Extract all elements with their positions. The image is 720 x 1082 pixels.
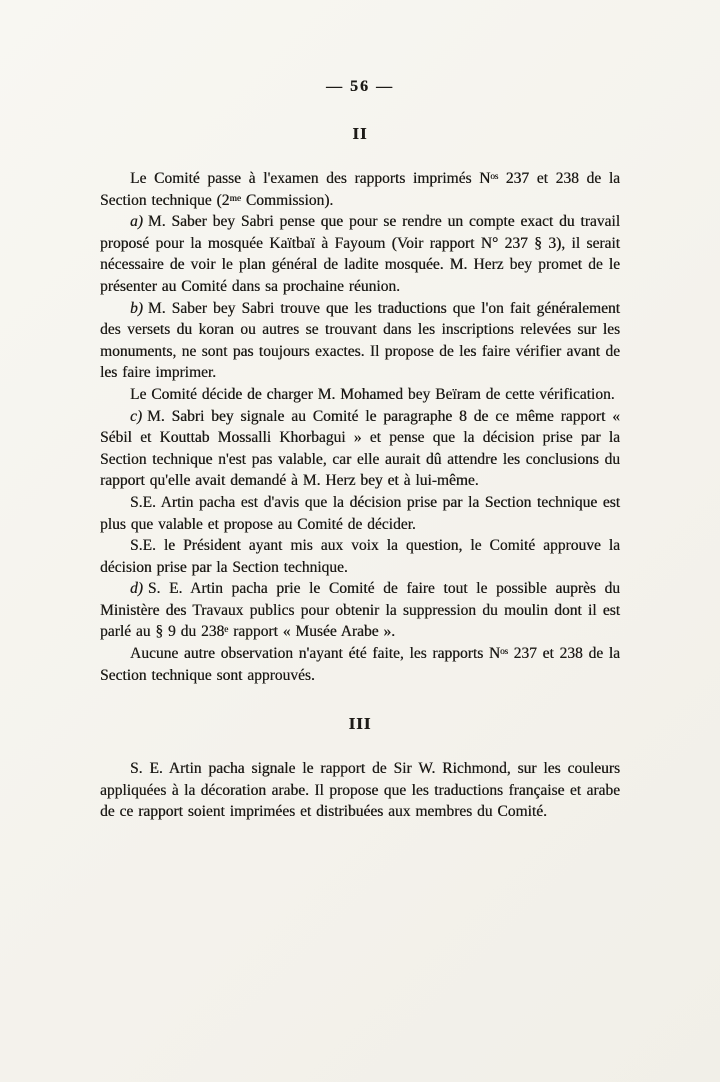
paragraph xyxy=(100,168,620,211)
paragraph xyxy=(100,578,620,643)
paragraph-text: M. Saber bey Sabri pense que pour se rendre un compte exact du travail proposé pour la mosquée Kaïtbaï à Fayoum (Voir rapport N° 237 § 3), il serait nécessaire de voir le plan général de ladite mosquée. M. Herz bey promet de le présenter au Comité dans sa prochaine réunion. xyxy=(100,213,620,295)
paragraph-text: Le Comité passe à l'examen des rapports imprimés Nᵒˢ 237 et 238 de la Section technique (2ᵐᵉ Commission). xyxy=(100,170,620,209)
paragraph-text: Aucune autre observation n'ayant été faite, les rapports Nᵒˢ 237 et 238 de la Section technique sont approuvés. xyxy=(100,645,620,684)
paragraph xyxy=(100,384,620,406)
paragraph-text: S. E. Artin pacha prie le Comité de faire tout le possible auprès du Ministère des Travaux publics pour obtenir la suppression du moulin dont il est parlé au § 9 du 238ᵉ rapport « Musée Arabe ». xyxy=(100,580,620,641)
paragraph xyxy=(100,211,620,297)
paragraph xyxy=(100,643,620,686)
paragraph-text: Le Comité décide de charger M. Mohamed bey Beïram de cette vérification. xyxy=(130,385,615,403)
paragraph-lead: a) xyxy=(130,213,143,231)
paragraph-text: S. E. Artin pacha signale le rapport de Sir W. Richmond, sur les couleurs appliquées à la décoration arabe. Il propose que les traductions française et arabe de ce rapport soient imprimées et distribuées aux membres du Comité. xyxy=(100,760,620,821)
paragraph-text: S.E. le Président ayant mis aux voix la question, le Comité approuve la décision prise par la Section technique. xyxy=(100,537,620,576)
paragraph-text: S.E. Artin pacha est d'avis que la décision prise par la Section technique est plus que valable et propose au Comité de décider. xyxy=(100,493,620,533)
paragraph-lead: d) xyxy=(130,580,143,598)
paragraph xyxy=(100,298,620,384)
paragraph xyxy=(100,535,620,578)
paragraph-text: M. Sabri bey signale au Comité le paragraphe 8 de ce même rapport « Sébil et Kouttab Mossalli Khorbagui » et pense que la décision prise par la Section technique n'est pas valable, car elle aurait dû attendre les conclusions du rapport qu'elle avait demandé à M. Herz bey et à lui-même. xyxy=(100,407,620,490)
paragraph xyxy=(100,492,620,535)
section-iii-heading: III xyxy=(348,714,372,734)
paragraph xyxy=(100,758,620,823)
section-ii-heading: II xyxy=(352,124,368,143)
section-ii xyxy=(100,124,620,686)
paragraph-lead: c) xyxy=(130,407,143,425)
paragraph xyxy=(100,406,620,492)
section-iii xyxy=(100,714,620,823)
paragraph-lead: b) xyxy=(130,299,143,317)
paragraph-text: M. Saber bey Sabri trouve que les traductions que l'on fait généralement des versets du koran ou autres se trouvant dans les inscriptions relevées sur les monuments, ne sont pas toujours exactes. Il propose de les faire vérifier avant de les faire imprimer. xyxy=(100,299,620,382)
page-number: — 56 — xyxy=(326,78,394,95)
